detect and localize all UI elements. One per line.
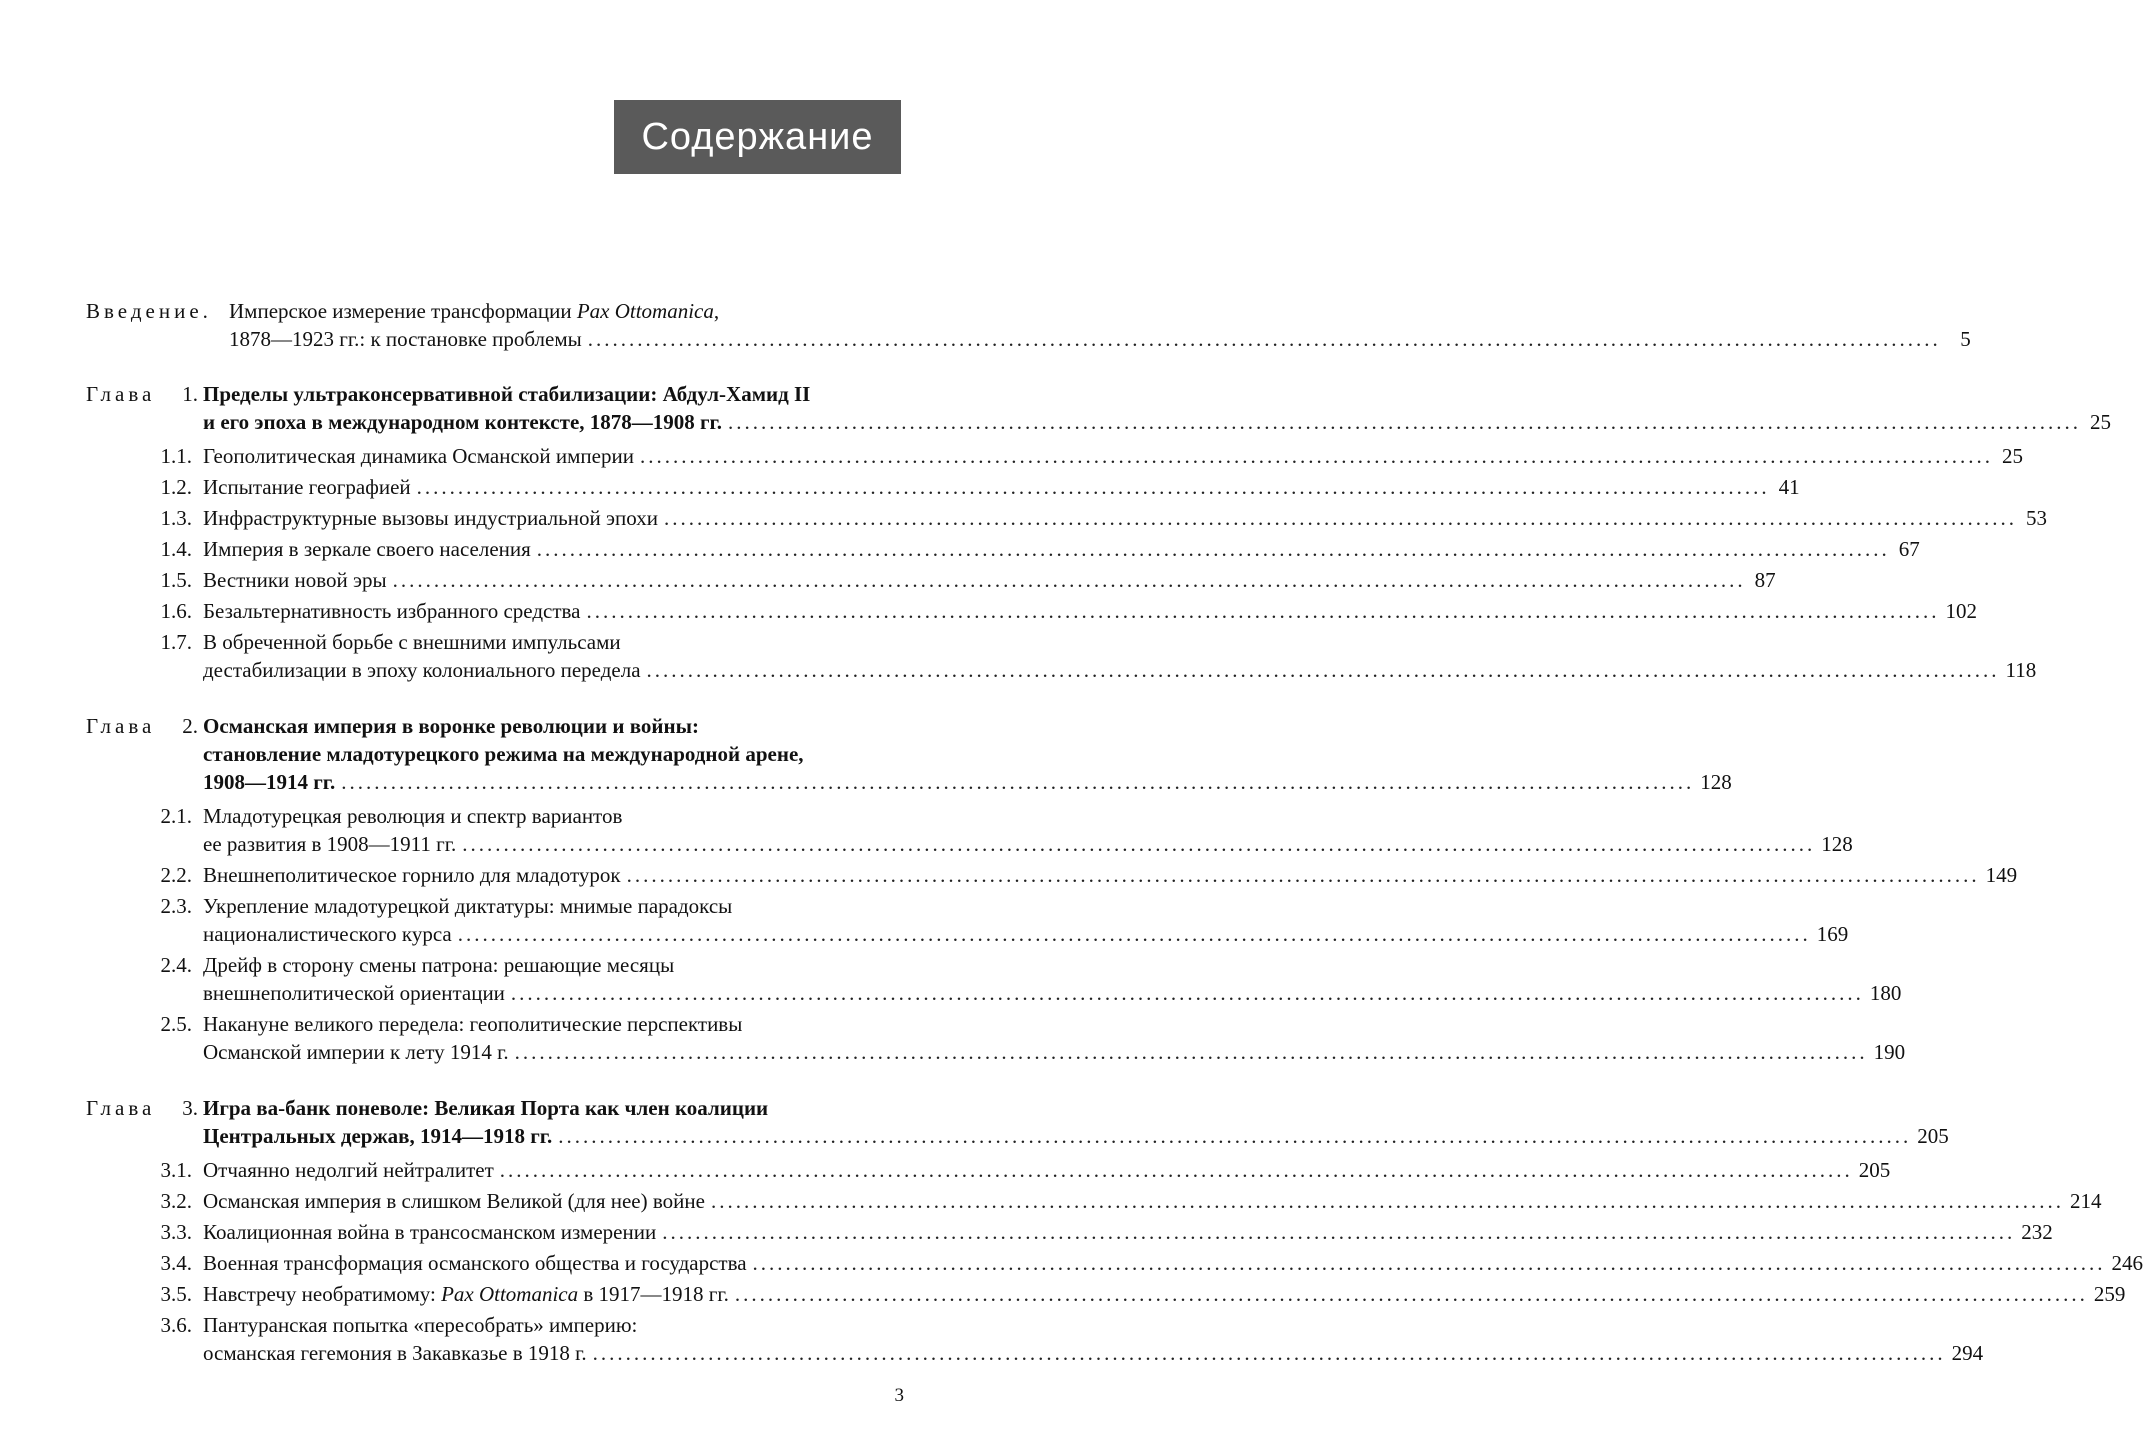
section-1-1[interactable]: Геополитическая динамика Османской империи .................................................................................................................................................................... 25 <box>203 444 2023 468</box>
section-2-5-line1[interactable]: Накануне великого передела: геополитические перспективы <box>203 1012 743 1036</box>
chapter-label: Глава <box>86 1096 156 1120</box>
section-1-7-line1[interactable]: В обреченной борьбе с внешними импульсами <box>203 630 621 654</box>
section-number: 1.4. <box>160 537 192 561</box>
chapter-1-title-line2[interactable]: и его эпоха в международном контексте, 1878—1908 гг. .................................................................................................................................................................... 25 <box>203 410 2111 434</box>
section-number: 1.2. <box>160 475 192 499</box>
section-number: 1.3. <box>160 506 192 530</box>
section-3-6-line2[interactable]: османская гегемония в Закавказье в 1918 г. .................................................................................................................................................................... 294 <box>203 1341 1984 1365</box>
section-number: 2.1. <box>160 804 192 828</box>
section-1-7-line2[interactable]: дестабилизации в эпоху колониального передела .................................................................................................................................................................... 118 <box>203 658 2037 682</box>
section-2-3-line2[interactable]: националистического курса .................................................................................................................................................................... 169 <box>203 922 1849 946</box>
section-1-2[interactable]: Испытание географией .................................................................................................................................................................... 41 <box>203 475 1800 499</box>
section-2-3-line1[interactable]: Укрепление младотурецкой диктатуры: мнимые парадоксы <box>203 894 733 918</box>
section-1-6[interactable]: Безальтернативность избранного средства .................................................................................................................................................................... 102 <box>203 599 1977 623</box>
section-number: 1.1. <box>160 444 192 468</box>
page-number-footer: 3 <box>894 1385 904 1406</box>
section-3-3[interactable]: Коалиционная война в трансосманском измерении .................................................................................................................................................................... 232 <box>203 1220 2053 1244</box>
section-3-4[interactable]: Военная трансформация османского общества и государства .................................................................................................................................................................... 246 <box>203 1251 2143 1275</box>
section-1-5[interactable]: Вестники новой эры .................................................................................................................................................................... 87 <box>203 568 1776 592</box>
section-2-4-line2[interactable]: внешнеполитической ориентации .................................................................................................................................................................... 180 <box>203 981 1902 1005</box>
section-number: 1.6. <box>160 599 192 623</box>
intro-label: Введение. <box>86 299 212 323</box>
intro-title-line1[interactable]: Имперское измерение трансформации Pax Ottomanica, <box>229 299 720 323</box>
section-1-3[interactable]: Инфраструктурные вызовы индустриальной эпохи .................................................................................................................................................................... 53 <box>203 506 2047 530</box>
chapter-number: 2. <box>182 714 198 738</box>
section-number: 1.5. <box>160 568 192 592</box>
page-title-banner <box>614 100 901 174</box>
section-2-1-line1[interactable]: Младотурецкая революция и спектр вариантов <box>203 804 623 828</box>
section-number: 3.3. <box>160 1220 192 1244</box>
chapter-2-title-line1[interactable]: Османская империя в воронке революции и войны: <box>203 714 699 738</box>
section-number: 2.3. <box>160 894 192 918</box>
chapter-number: 3. <box>182 1096 198 1120</box>
chapter-number: 1. <box>182 382 198 406</box>
section-number: 1.7. <box>160 630 192 654</box>
section-number: 3.1. <box>160 1158 192 1182</box>
section-3-2[interactable]: Османская империя в слишком Великой (для нее) войне .................................................................................................................................................................... 214 <box>203 1189 2102 1213</box>
section-2-1-line2[interactable]: ее развития в 1908—1911 гг. .................................................................................................................................................................... 128 <box>203 832 1853 856</box>
chapter-3-title-line2[interactable]: Центральных держав, 1914—1918 гг. .................................................................................................................................................................... 205 <box>203 1124 1949 1148</box>
section-number: 3.2. <box>160 1189 192 1213</box>
chapter-1-title-line1[interactable]: Пределы ультраконсервативной стабилизации: Абдул-Хамид II <box>203 382 811 406</box>
section-number: 2.4. <box>160 953 192 977</box>
intro-title-line2[interactable]: 1878—1923 гг.: к постановке проблемы .................................................................................................................................................................... 5 <box>229 324 904 354</box>
section-3-1[interactable]: Отчаянно недолгий нейтралитет .................................................................................................................................................................... 205 <box>203 1158 1891 1182</box>
chapter-2-title-line2[interactable]: становление младотурецкого режима на международной арене, <box>203 742 804 766</box>
section-2-2[interactable]: Внешнеполитическое горнило для младотурок .................................................................................................................................................................... 149 <box>203 863 2018 887</box>
section-number: 3.6. <box>160 1313 192 1337</box>
section-number: 3.5. <box>160 1282 192 1306</box>
section-2-4-line1[interactable]: Дрейф в сторону смены патрона: решающие месяцы <box>203 953 675 977</box>
section-1-4[interactable]: Империя в зеркале своего населения .................................................................................................................................................................... 67 <box>203 537 1920 561</box>
chapter-label: Глава <box>86 382 156 406</box>
section-3-5[interactable]: Навстречу необратимому: Pax Ottomanica в 1917—1918 гг. .................................................................................................................................................................... 259 <box>203 1282 2126 1306</box>
chapter-2-title-line3[interactable]: 1908—1914 гг. .................................................................................................................................................................... 128 <box>203 770 1732 794</box>
section-number: 3.4. <box>160 1251 192 1275</box>
page-title: Содержание <box>641 115 874 158</box>
section-2-5-line2[interactable]: Османской империи к лету 1914 г. .................................................................................................................................................................... 190 <box>203 1040 1906 1064</box>
page-number: 5 <box>1960 327 1971 351</box>
section-number: 2.2. <box>160 863 192 887</box>
section-3-6-line1[interactable]: Пантуранская попытка «пересобрать» империю: <box>203 1313 638 1337</box>
chapter-3-title-line1[interactable]: Игра ва-банк поневоле: Великая Порта как член коалиции <box>203 1096 769 1120</box>
chapter-label: Глава <box>86 714 156 738</box>
section-number: 2.5. <box>160 1012 192 1036</box>
